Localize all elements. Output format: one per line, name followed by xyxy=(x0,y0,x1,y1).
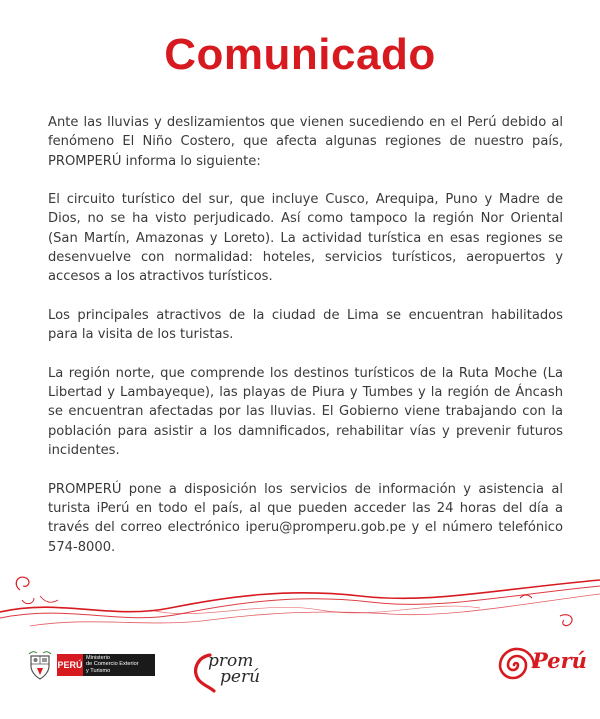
promperu-peru-text: perú xyxy=(220,667,261,687)
promperu-logo xyxy=(188,647,268,695)
ministry-line: Ministerio xyxy=(86,655,110,661)
peru-brand-text: Perú xyxy=(532,648,587,673)
decorative-wave xyxy=(0,560,600,640)
ministry-name xyxy=(83,654,155,676)
ministry-line: y Turismo xyxy=(86,667,111,674)
page-title: Comunicado xyxy=(164,30,436,79)
paragraph-iperu-contact: PROMPERÚ pone a disposición los servicios de información y asistencia al turista iPerú en todo el país, al que pueden acceder las 24 horas del día a través del correo electrónico iperu@promperu.gob.pe y el número telefónico 574-8000. xyxy=(48,481,563,555)
paragraph-intro: Ante las lluvias y deslizamientos que vienen sucediendo en el Perú debido al fenómeno El Niño Costero, que afecta algunas regiones de nuestro país, PROMPERÚ informa lo siguiente: xyxy=(48,115,563,169)
paragraph-lima: Los principales atractivos de la ciudad de Lima se encuentran habilitados para la visita de los turistas. xyxy=(48,307,563,343)
peru-brand-logo xyxy=(494,643,587,687)
paragraph-south-circuit: El circuito turístico del sur, que incluye Cusco, Arequipa, Puno y Madre de Dios, no se ha visto perjudicado. Así como tampoco la región Nor Oriental (San Martín, Amazonas y Loreto). La actividad turística en esas regiones se desenvuelve con normalidad: hoteles, servicios turísticos, aeropuertos y accesos a los atractivos turísticos. xyxy=(48,192,563,285)
mincetur-logo xyxy=(27,650,157,682)
paragraph-north-region: La región norte, que comprende los destinos turísticos de la Ruta Moche (La Libertad y Lambayeque), las playas de Piura y Tumbes y la región de Áncash se encuentran afectadas por las lluvias. El Gobierno viene trabajando con la población para asistir a los damnificados, rehabilitar vías y prevenir futuros incidentes. xyxy=(48,365,563,459)
coat-of-arms-icon xyxy=(27,650,53,682)
peru-label: PERÚ xyxy=(57,654,83,676)
communique-body xyxy=(48,113,563,576)
promperu-prom-text: prom xyxy=(208,651,254,671)
ministry-line: de Comercio Exterior xyxy=(86,661,139,668)
